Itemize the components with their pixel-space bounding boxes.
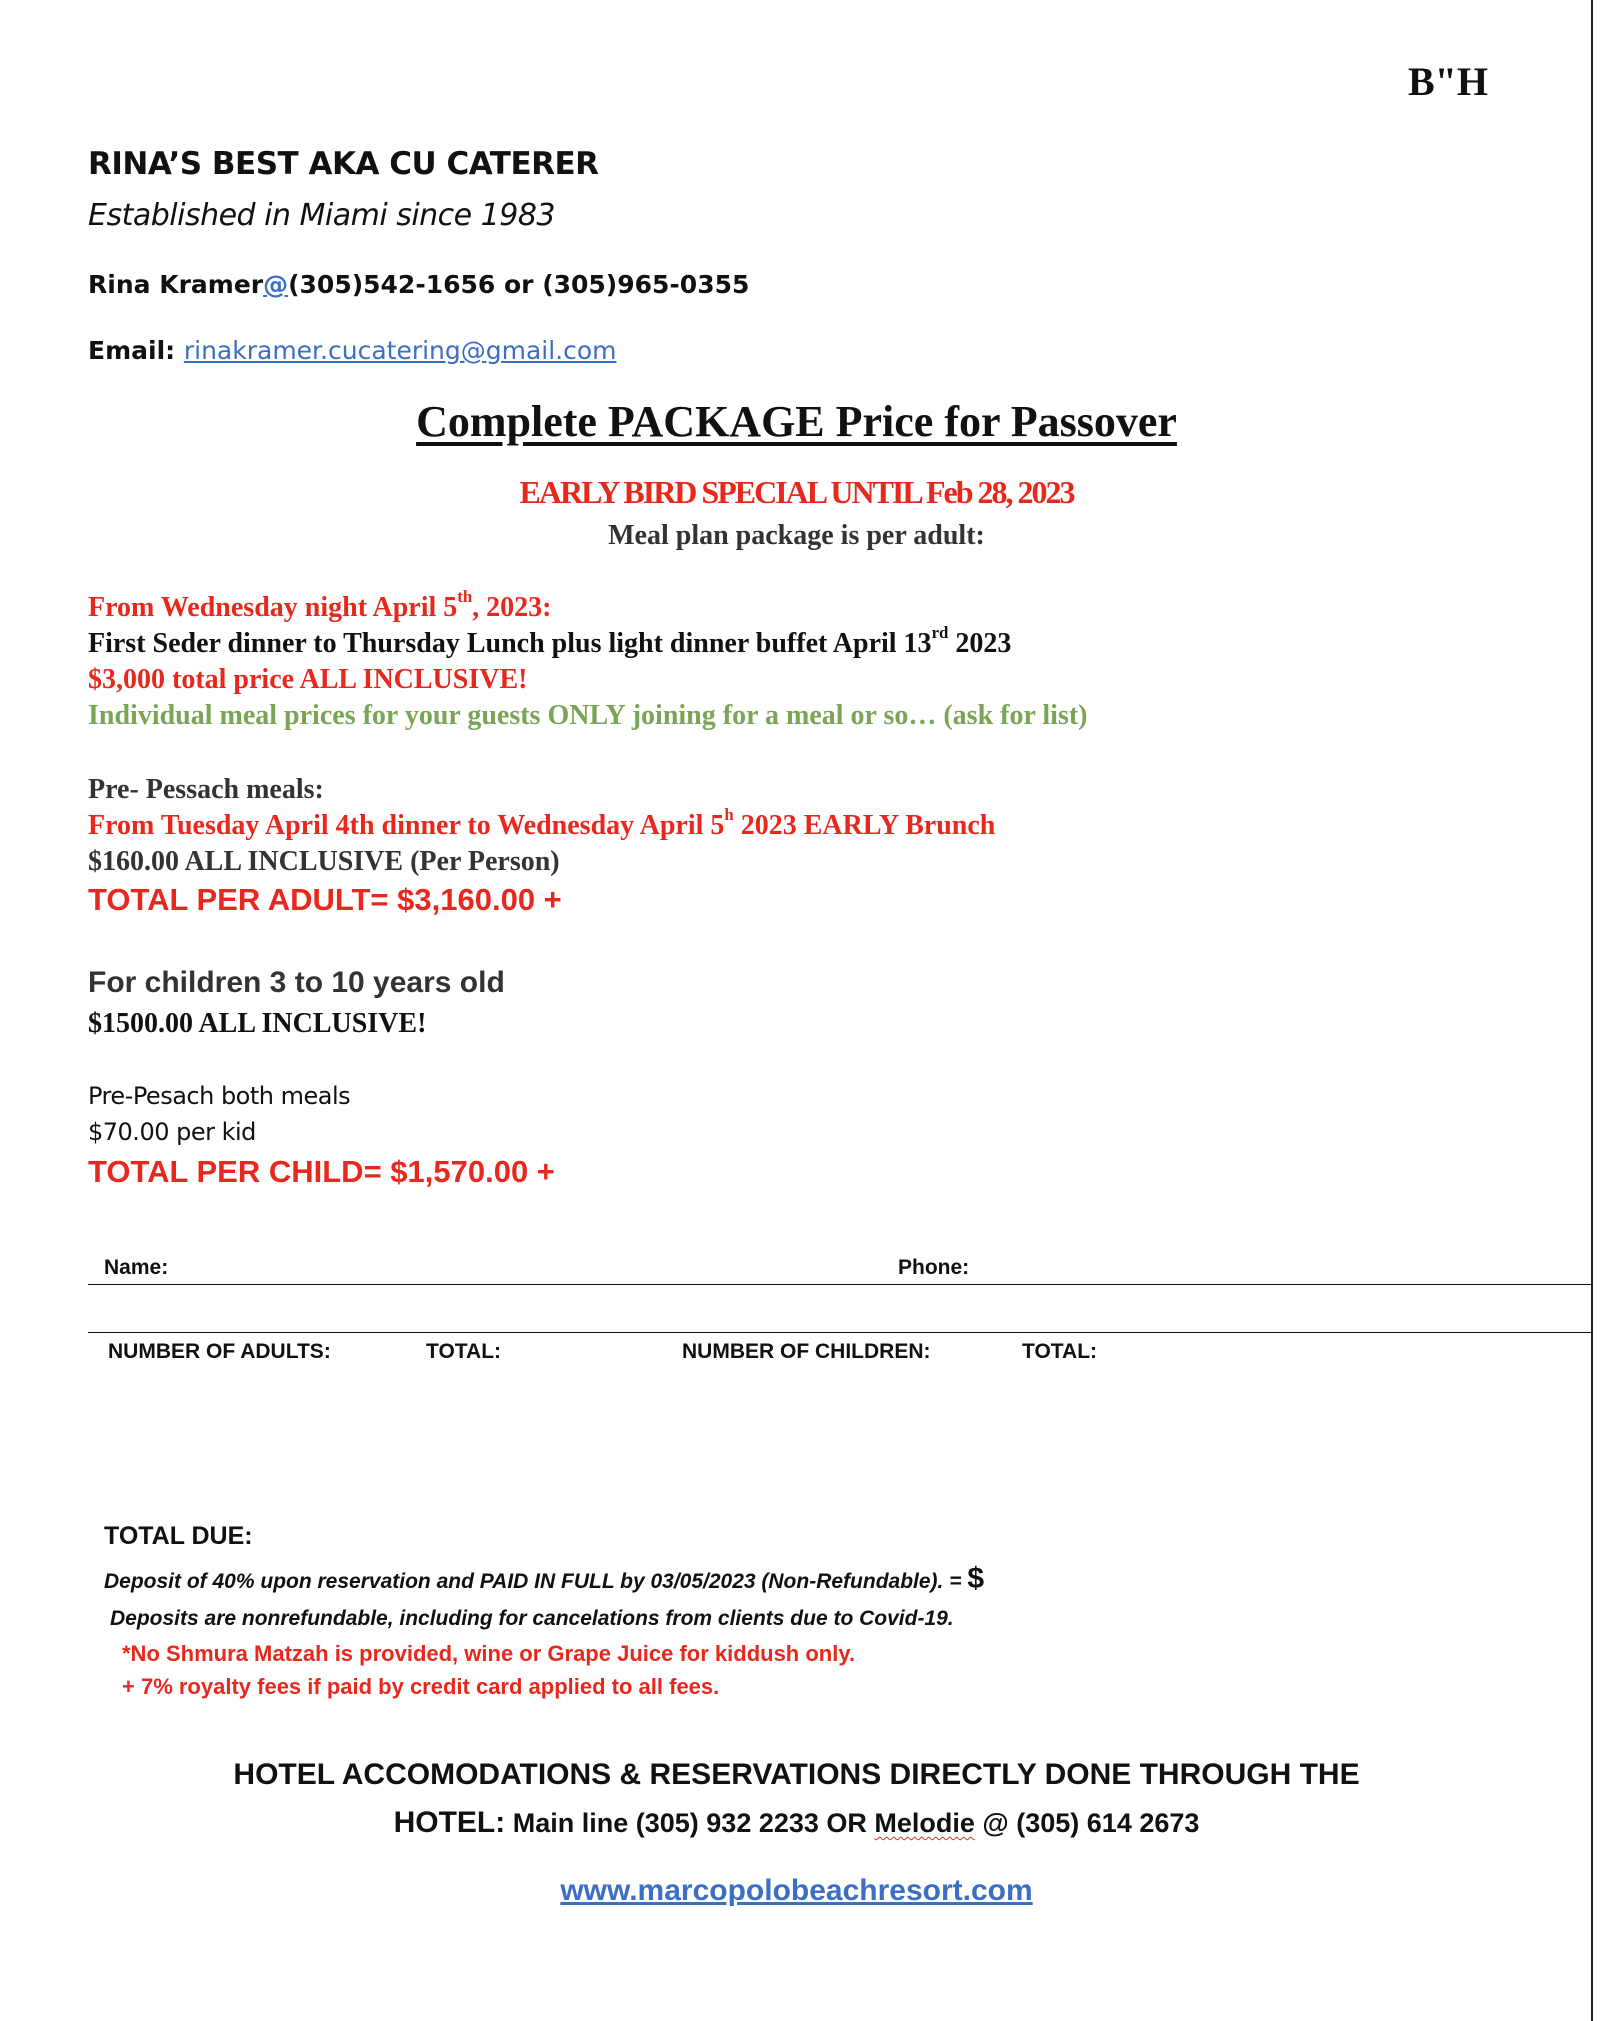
total-per-child: TOTAL PER CHILD= $1,570.00 + <box>88 1154 555 1189</box>
company-name: RINA’S BEST AKA CU CATERER <box>88 146 599 182</box>
royalty-note: + 7% royalty fees if paid by credit card applied to all fees. <box>122 1674 720 1699</box>
pre-pesach-kids-price: $70.00 per kid <box>88 1118 256 1146</box>
email-link[interactable]: rinakramer.cucatering@gmail.com <box>183 336 617 365</box>
individual-meal-note: Individual meal prices for your guests ONLY joining for a meal or so… (ask for list) <box>88 700 1088 731</box>
pre-pessach-price: $160.00 ALL INCLUSIVE (Per Person) <box>88 846 560 877</box>
melodie-name: Melodie <box>874 1808 975 1838</box>
total-per-adult: TOTAL PER ADULT= $3,160.00 + <box>88 882 562 917</box>
company-tagline: Established in Miami since 1983 <box>88 198 556 233</box>
pre-pessach-range: From Tuesday April 4th dinner to Wednesday April 5$^h$ 2023 EARLY Brunch <box>88 805 996 841</box>
contact-at-link[interactable]: @ <box>263 270 289 299</box>
email-line <box>88 336 617 365</box>
dollar-sign: $ <box>967 1562 985 1595</box>
bh-mark: B"H <box>1408 59 1488 104</box>
hotel-line-2: HOTEL: Main line (305) 932 2233 OR Melodie @ (305) 614 2673 <box>393 1806 1200 1839</box>
contact-name: Rina Kramer <box>88 270 264 299</box>
email-label: Email: <box>88 336 176 365</box>
nonrefundable-note: Deposits are nonrefundable, including for cancelations from clients due to Covid-19. <box>110 1607 954 1630</box>
name-phone-line[interactable] <box>88 1284 1593 1285</box>
page-title: Complete PACKAGE Price for Passover <box>416 397 1177 446</box>
deposit-terms: Deposit of 40% upon reservation and PAID IN FULL by 03/05/2023 (Non-Refundable). = $ <box>104 1562 985 1595</box>
early-bird-banner: EARLY BIRD SPECIAL UNTIL Feb 28, 2023 <box>519 474 1074 510</box>
contact-phones: (305)542-1656 or (305)965-0355 <box>288 270 750 299</box>
hotel-line-1: HOTEL ACCOMODATIONS & RESERVATIONS DIRECTLY DONE THROUGH THE <box>233 1758 1360 1791</box>
matzah-note: *No Shmura Matzah is provided, wine or Grape Juice for kiddush only. <box>122 1641 856 1666</box>
main-from-line: From Wednesday night April 5th, 2023: <box>88 587 552 623</box>
adults-total-label: TOTAL: <box>426 1340 502 1363</box>
second-form-line[interactable] <box>88 1332 1593 1333</box>
adults-count-label: NUMBER OF ADULTS: <box>108 1340 331 1363</box>
pre-pessach-heading: Pre- Pessach meals: <box>88 774 324 805</box>
hotel-website-link[interactable]: www.marcopolobeachresort.com <box>560 1874 1033 1907</box>
contact-line <box>88 270 749 299</box>
name-label: Name: <box>104 1256 169 1279</box>
children-total-label: TOTAL: <box>1022 1340 1098 1363</box>
pre-pesach-kids-heading: Pre-Pesach both meals <box>88 1082 351 1110</box>
main-seder-line: First Seder dinner to Thursday Lunch plus light dinner buffet April 13rd 2023 <box>88 623 1012 659</box>
total-due-heading: TOTAL DUE: <box>104 1522 253 1550</box>
children-count-label: NUMBER OF CHILDREN: <box>682 1340 931 1363</box>
meal-plan-note: Meal plan package is per adult: <box>608 520 985 551</box>
phone-label: Phone: <box>898 1256 970 1279</box>
main-price: $3,000 total price ALL INCLUSIVE! <box>88 664 528 695</box>
children-price: $1500.00 ALL INCLUSIVE! <box>88 1008 427 1039</box>
children-heading: For children 3 to 10 years old <box>88 966 505 999</box>
